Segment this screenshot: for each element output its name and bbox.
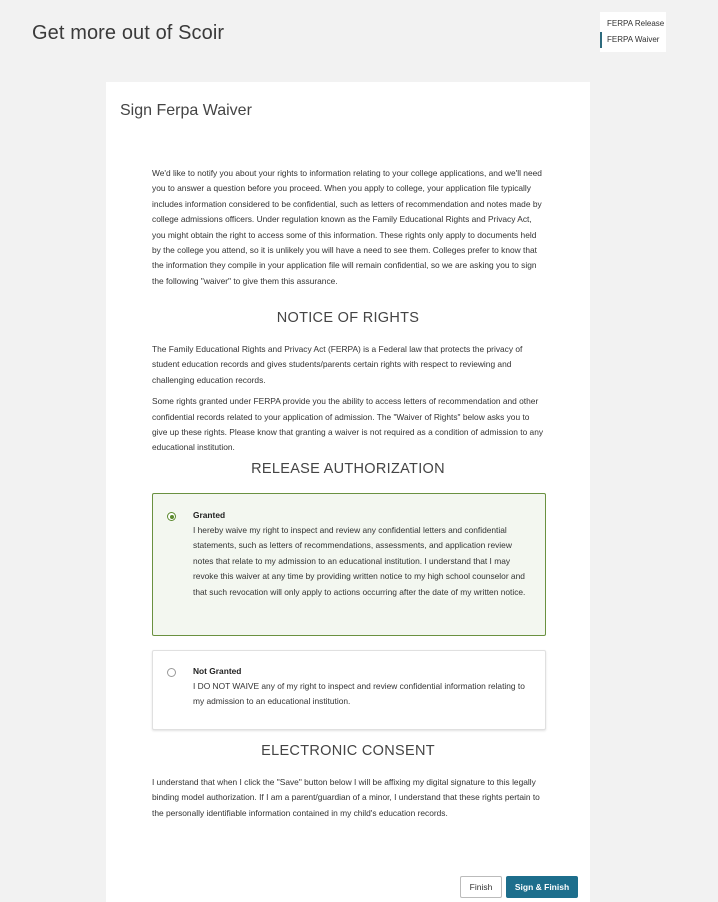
finish-button[interactable]: Finish <box>460 876 502 898</box>
notice-para-1: The Family Educational Rights and Privacy Act (FERPA) is a Federal law that protects the privacy of student education records and gives students/parents certain rights with respect to reviewing and challenging education records. <box>152 344 523 385</box>
not-granted-title: Not Granted <box>193 666 242 676</box>
granted-body: I hereby waive my right to inspect and review any confidential letters and confidential statements, such as letters of recommendations, assessments, and application review notes that relate to my admission to an educational institution. I understand that I may revoke this waiver at any time by providing written notice to my high school counselor and that such revocation will only apply to actions occurring after the date of my written notice. <box>193 525 526 597</box>
side-nav-item-ferpa-waiver[interactable]: FERPA Waiver <box>600 32 666 48</box>
side-nav-item-ferpa-release[interactable]: FERPA Release <box>607 19 665 28</box>
option-not-granted[interactable] <box>152 650 546 730</box>
option-granted[interactable] <box>152 493 546 636</box>
granted-radio[interactable] <box>167 512 176 521</box>
notice-section <box>152 342 544 456</box>
card-title: Sign Ferpa Waiver <box>120 102 252 119</box>
notice-para-2: Some rights granted under FERPA provide you the ability to access letters of recommendation and other confidential records related to your application of admission. The "Waiver of Rights" below asks you to give up these rights. Please know that granting a waiver is not required as a condition of admission to any educational institution. <box>152 396 544 453</box>
sign-and-finish-button[interactable]: Sign & Finish <box>506 876 578 898</box>
page-title: Get more out of Scoir <box>32 22 225 44</box>
not-granted-radio[interactable] <box>167 668 176 677</box>
release-heading: RELEASE AUTHORIZATION <box>251 461 445 477</box>
granted-title: Granted <box>193 510 226 520</box>
side-nav <box>600 12 666 52</box>
intro-section <box>152 166 544 289</box>
intro-text: We'd like to notify you about your rights to information relating to your college applications, and we'll need you to answer a question before you proceed. When you apply to college, your application file typically includes information considered to be confidential, such as letters of recommendation and notes made by college admissions officers. Under regulation known as the Family Educational Rights and Privacy Act, you might obtain the right to access some of this information. These rights only apply to documents held by the college you attend, so it is unlikely you will have a need to see them. Colleges prefer to know that the information they compile in your application file will remain confidential, so we are asking you to sign the following "waiver" to give them this assurance. <box>152 168 542 286</box>
notice-heading: NOTICE OF RIGHTS <box>276 310 420 326</box>
waiver-card <box>106 82 590 902</box>
consent-text: I understand that when I click the "Save" button below I will be affixing my digital signature to this legally binding model authorization. If I am a parent/guardian of a minor, I understand that these rights pertain to the personally identifiable information contained in my child's education records. <box>152 777 540 818</box>
consent-section <box>152 775 544 821</box>
not-granted-body: I DO NOT WAIVE any of my right to inspect and review confidential information relating to my admission to an educational institution. <box>193 681 525 707</box>
consent-heading: ELECTRONIC CONSENT <box>261 743 435 759</box>
